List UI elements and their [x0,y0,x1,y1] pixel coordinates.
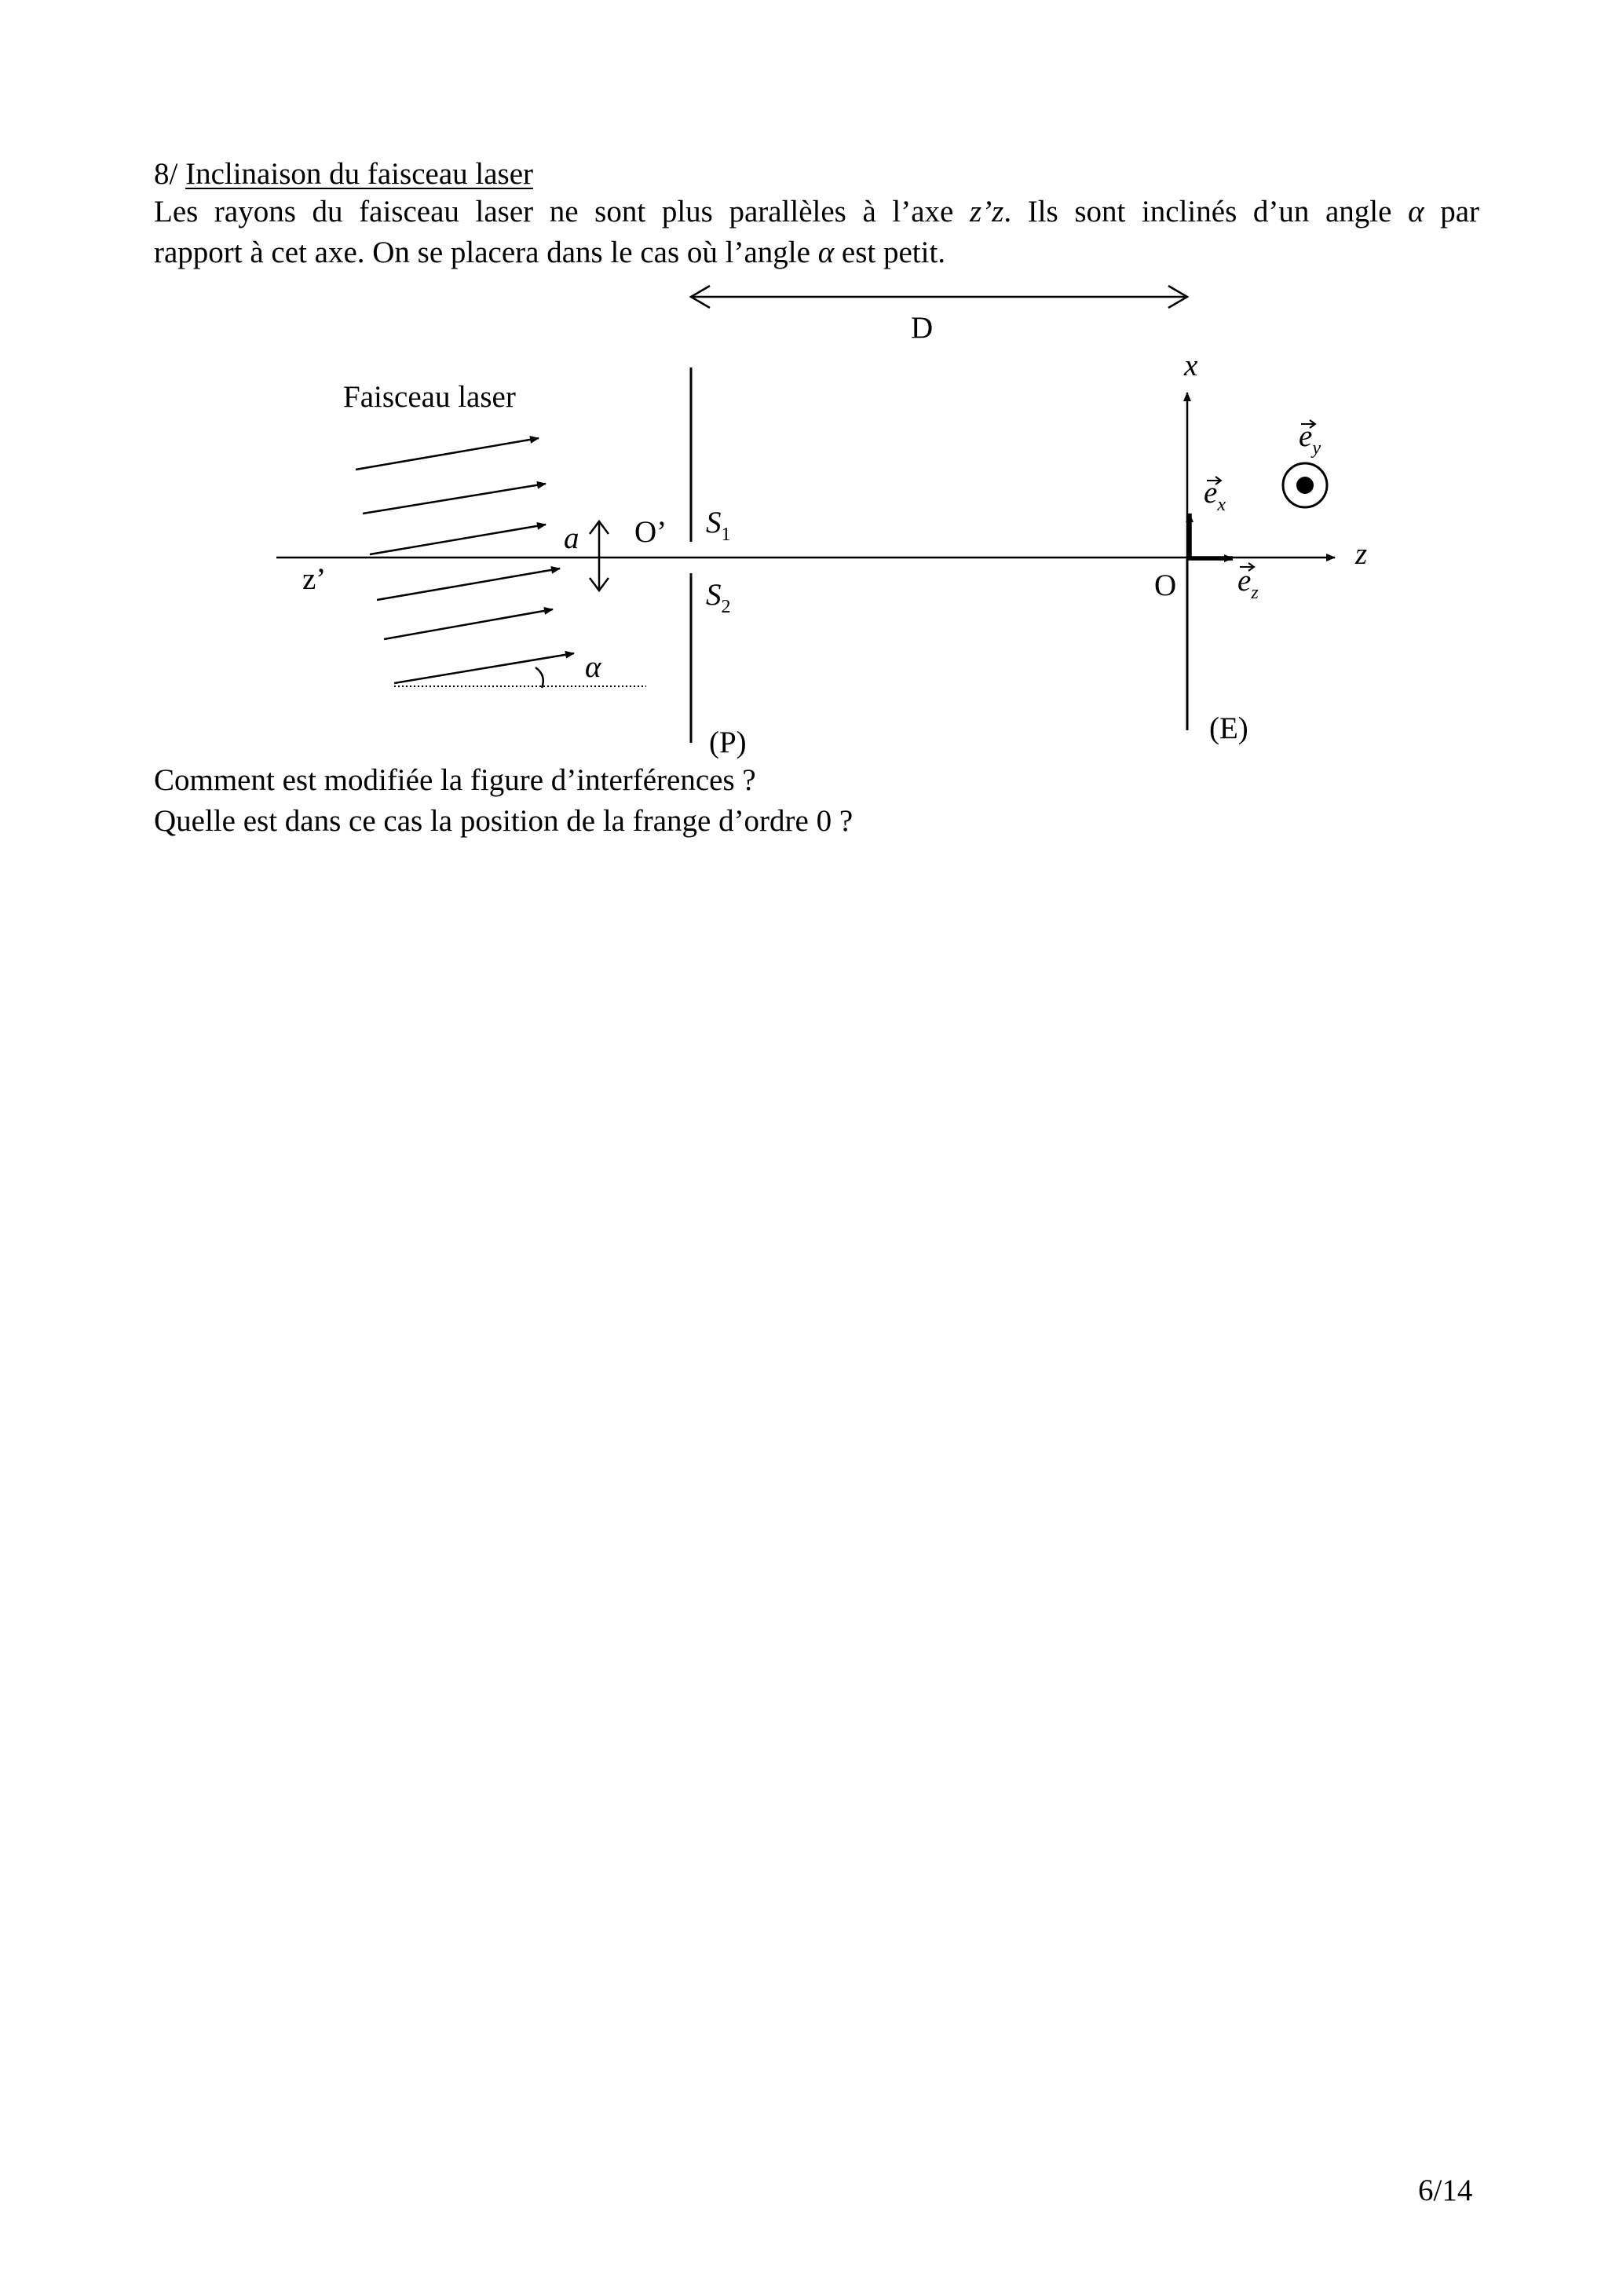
unit-x-label [1204,476,1226,515]
laser-ray [356,438,539,470]
section-title: Inclinaison du faisceau laser [185,157,533,191]
intro-text-a: Les rayons du faisceau laser ne sont plus parallèles à l’axe [154,195,970,229]
intro-text-d: rapport à cet axe. On se placera dans le cas où l’angle [154,236,818,269]
distance-arrow [691,286,1187,308]
intro-alpha-symbol-2: α [817,236,835,269]
unit-y-label [1299,419,1321,459]
laser-ray [370,525,546,554]
young-slits-figure [0,0,1623,785]
question-2: Quelle est dans ce cas la position de la frange d’ordre 0 ? [154,804,854,838]
slit-spacing-arrow [590,521,609,590]
laser-ray [377,569,560,600]
page-number: 6/14 [1418,2174,1473,2207]
origin-label: O [1154,569,1177,602]
axis-right-label: z [1355,537,1368,571]
slit1-label: $S_1$ [706,506,731,545]
distance-label: D [911,311,934,345]
intro-text-c: par [1440,195,1479,229]
plate-label: (P) [709,726,747,759]
screen-label: (E) [1209,711,1248,745]
midpoint-label: O’ [634,515,667,549]
laser-rays [356,438,574,683]
beam-label: Faisceau laser [343,380,516,414]
x-axis-label: x [1184,349,1198,382]
svg-text:ex: $e_x$ [1204,476,1226,515]
slit-spacing-label: a [564,521,579,555]
section-number: 8/ [154,157,178,191]
intro-alpha-symbol: α [1408,195,1424,229]
slit2-label: $S_2$ [706,578,731,617]
question-1: Comment est modifiée la figure d’interférences ? [154,763,756,797]
laser-ray [363,484,546,514]
svg-text:ez: $e_z$ [1237,564,1259,603]
axis-left-label: z’ [302,562,327,596]
intro-text-e: est petit. [834,236,946,269]
intro-text-b: . Ils sont inclinés d’un angle [1003,195,1409,229]
angle-arc [536,667,543,688]
intro-axis-name: z’z [969,195,1004,229]
svg-text:ey: $e_y$ [1299,419,1321,459]
angle-label: α [585,650,601,684]
laser-ray [384,609,553,639]
out-of-plane-symbol [1283,463,1327,507]
laser-ray [394,653,574,683]
unit-z-label [1237,563,1259,603]
